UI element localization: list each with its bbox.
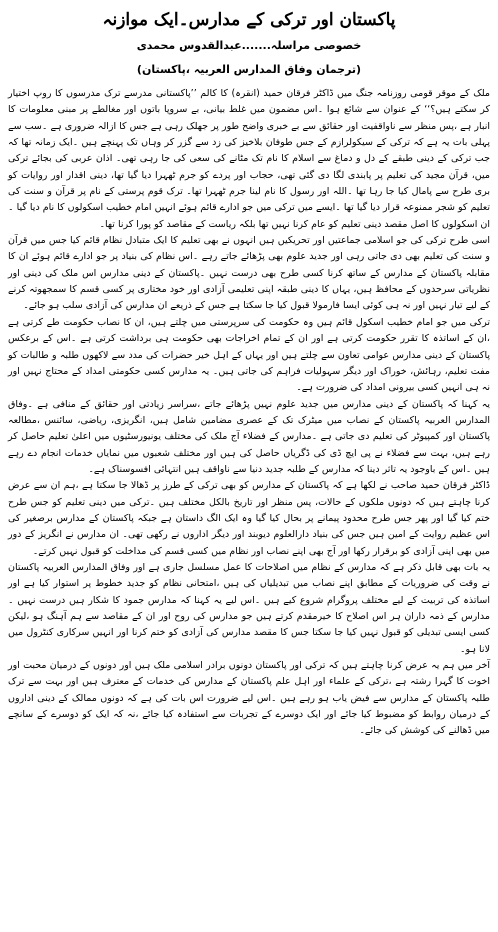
byline-label: خصوصی مراسلہ....... (241, 39, 362, 52)
article-paragraph: اسی طرح ترکی کی جو اسلامی جماعتیں اور تحریکیں ہیں انہوں نے بھی تعلیم کا ایک متبادل نظام قائم کیا جس میں قرآن و سنت کی تعلیم بھی دی جاتی رہی اور جدید علوم بھی پڑھائے جاتے رہے ۔اس نظام کی بنیاد پر جو ادارے قائم ہوئے ان کا مقابلہ پاکستان کے مدارس کے ساتھ کرنا کسی طرح بھی درست نہیں ۔پاکستان کے دینی مدارس اس ملک کی دینی اور نظریاتی سرحدوں کے محافظ ہیں، یہاں کا دینی طبقہ اپنی تعلیمی آزادی اور خود مختاری پر کسی قسم کا سمجھوتہ کرنے کے لیے تیار نہیں اور نہ ہی کوئی ایسا فارمولا قبول کیا جا سکتا ہے جس کے ذریعے ان مدارس کی آزادی سلب ہو جائے۔ (8, 235, 490, 312)
article-paragraph: ملک کے موقر قومی روزنامہ جنگ میں ڈاکٹر فرقان حمید (انقرہ) کا کالم ’’پاکستانی مدرسے ترک مدرسوں کا روپ اختیار کر سکتے ہیں؟‘‘ کے عنوان سے شائع ہوا ۔اس مضمون میں غلط بیانی، بے سروپا باتوں اور مغالطے پر مبنی معلومات کا انبار ہے ،پس منظر سے ناواقفیت اور حقائق سے بے خبری واضح طور پر جھلک رہی ہے جس کا ازالہ ضروری ہے ۔سب سے پہلی بات یہ ہے کہ ترکی کے سیکولرازم کے جس طوفان بلاخیز کی زد سے گزر کر وہاں تک پہنچے ہیں ۔ایک زمانہ تھا کہ جب ترکی کے دینی طبقے کے دل و دماغ سے اسلام کا نام تک مٹانے کی سعی کی جا رہی تھی۔ اذان عربی کی بجائے ترکی میں، قرآن مجید کی تعلیم پر پابندی لگا دی گئی تھی، حجاب اور پردے کو جرم ٹھہرا دیا گیا تھا، دینی اقدار اور روایات کو بری طرح سے پامال کیا جا رہا تھا ۔اللہ اور رسول کا نام لینا جرم ٹھہرا تھا۔ ترک قوم پرستی کے نام پر قرآن و سنت کی تعلیم کو شجر ممنوعہ قرار دیا گیا تھا ۔ایسے میں ترکی میں جو ادارے قائم ہوئے انہیں امام خطیب اسکولوں کا نام دیا گیا ۔ان اسکولوں کا اصل مقصد دینی تعلیم کو عام کرنا نہیں تھا بلکہ ریاست کے مقاصد کو پورا کرنا تھا۔ (8, 88, 490, 230)
article-paragraph: یہ کہنا کہ پاکستان کے دینی مدارس میں جدید علوم نہیں پڑھائے جاتے ،سراسر زیادتی اور حقائق کے منافی ہے ۔وفاق المدارس العربیہ پاکستان کے نصاب میں میٹرک تک کے عصری مضامین شامل ہیں، انگریزی، ریاضی، سائنس ،مطالعہ پاکستان اور کمپیوٹر کی تعلیم دی جاتی ہے ۔مدارس کے فضلاء آج ملک کی مختلف یونیورسٹیوں میں اعلیٰ تعلیم حاصل کر رہے ہیں، بہت سے فضلاء نے پی ایچ ڈی کی ڈگریاں حاصل کی ہیں اور مختلف شعبوں میں نمایاں خدمات انجام دے رہے ہیں ۔اس کے باوجود یہ تاثر دینا کہ مدارس کے طلبہ جدید دنیا سے ناواقف ہیں انتہائی افسوسناک ہے۔ (8, 398, 490, 475)
article-paragraph: ترکی میں جو امام خطیب اسکول قائم ہیں وہ حکومت کی سرپرستی میں چلتے ہیں، ان کا نصاب حکومت طے کرتی ہے ،ان کے اساتذہ کا تقرر حکومت کرتی ہے اور ان کے تمام اخراجات بھی حکومت ہی برداشت کرتی ہے ۔اس کے برعکس پاکستان کے دینی مدارس عوامی تعاون سے چلتے ہیں اور یہاں کے اہل خیر حضرات کی مدد سے لاکھوں طلبہ و طالبات کو مفت تعلیم، رہائش، خوراک اور دیگر سہولیات فراہم کی جاتی ہیں۔ یہ مدارس کسی حکومتی امداد کے محتاج نہیں اور نہ ہی انہیں کسی بیرونی امداد کی ضرورت ہے۔ (8, 316, 490, 394)
article-title: پاکستان اور ترکی کے مدارس۔ایک موازنہ (102, 10, 396, 30)
article-paragraph: ڈاکٹر فرقان حمید صاحب نے لکھا ہے کہ پاکستان کے مدارس کو بھی ترکی کے طرز پر ڈھالا جا سکتا ہے ،ہم ان سے عرض کرنا چاہتے ہیں کہ دونوں ملکوں کے حالات، پس منظر اور تاریخ بالکل مختلف ہیں ۔ترکی میں دینی تعلیم کو جس طرح ختم کیا گیا اور پھر جس طرح محدود پیمانے پر بحال کیا گیا وہ ایک الگ داستان ہے جبکہ پاکستان کے مدارس برصغیر کی اس عظیم روایت کے امین ہیں جس کی بنیاد دارالعلوم دیوبند اور دیگر اداروں نے رکھی تھی۔ ان مدارس نے انگریز کے دور میں بھی اپنی آزادی کو برقرار رکھا اور آج بھی اپنے نصاب اور نظام میں کسی قسم کی مداخلت کو قبول نہیں کرتے۔ (8, 480, 490, 557)
byline (8, 38, 490, 54)
article-body (8, 86, 490, 740)
article-paragraph: یہ بات بھی قابل ذکر ہے کہ مدارس کے نظام میں اصلاحات کا عمل مسلسل جاری ہے اور وفاق المدارس العربیہ پاکستان نے وقت کی ضروریات کے مطابق اپنے نصاب میں تبدیلیاں کی ہیں ،امتحانی نظام کو جدید خطوط پر استوار کیا ہے اور اساتذہ کی تربیت کے لیے مختلف پروگرام شروع کیے ہیں ۔اس لیے یہ کہنا کہ مدارس جمود کا شکار ہیں درست نہیں ۔ مدارس کے ذمہ داران ہر اس اصلاح کا خیرمقدم کرتے ہیں جو مدارس کی روح اور ان کے مقاصد سے ہم آہنگ ہو ،لیکن کسی ایسی تبدیلی کو قبول نہیں کیا جا سکتا جس کا مقصد مدارس کی آزادی کو ختم کرنا اور انہیں سرکاری کنٹرول میں لانا ہو۔ (8, 561, 490, 655)
article-paragraph: آخر میں ہم یہ عرض کرنا چاہتے ہیں کہ ترکی اور پاکستان دونوں برادر اسلامی ملک ہیں اور دونوں کے درمیان محبت اور اخوت کا گہرا رشتہ ہے ،ترکی کے علماء اور اہل علم پاکستان کے مدارس کی خدمات کے معترف ہیں اور بہت سے ترک طلبہ پاکستان کے مدارس سے فیض یاب ہو رہے ہیں ۔اس لیے ضرورت اس بات کی ہے کہ دونوں ممالک کے دینی اداروں کے درمیان روابط کو مضبوط کیا جائے اور ایک دوسرے کے تجربات سے استفادہ کیا جائے ،نہ کہ ایک کو دوسرے کے سانچے میں ڈھالنے کی کوشش کی جائے۔ (8, 660, 490, 737)
author-role: (ترجمان وفاق المدارس العربیہ ،پاکستان) (136, 63, 362, 76)
author-name: عبدالقدوس محمدی (136, 39, 242, 52)
